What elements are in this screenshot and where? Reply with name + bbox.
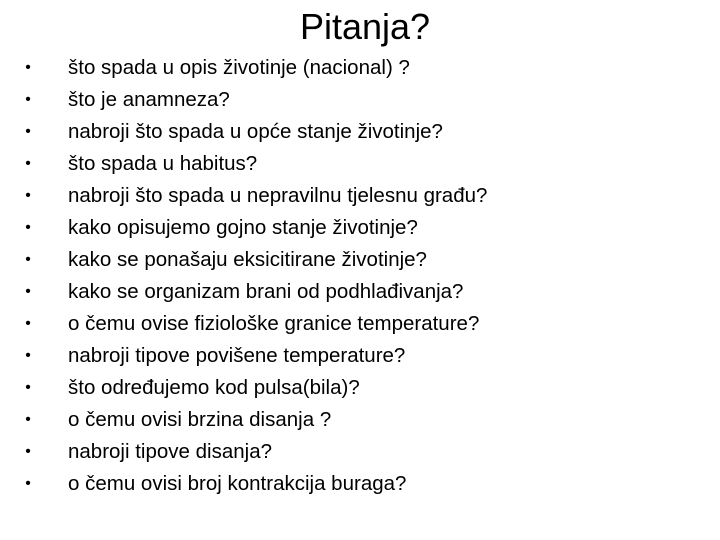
question-text: što određujemo kod pulsa(bila)? bbox=[68, 376, 360, 399]
question-text: nabroji što spada u opće stanje životinje? bbox=[68, 120, 443, 143]
question-text: o čemu ovisi brzina disanja ? bbox=[68, 408, 332, 431]
question-text: o čemu ovisi broj kontrakcija buraga? bbox=[68, 472, 407, 495]
question-text: što spada u habitus? bbox=[68, 152, 258, 175]
question-text: što je anamneza? bbox=[68, 88, 230, 111]
question-text: kako se organizam brani od podhlađivanja? bbox=[68, 280, 464, 303]
question-text: nabroji što spada u nepravilnu tjelesnu građu? bbox=[68, 184, 488, 207]
question-text: o čemu ovise fiziološke granice temperature? bbox=[68, 312, 480, 335]
question-text: što spada u opis životinje (nacional) ? bbox=[68, 56, 410, 79]
slide-title: Pitanja? bbox=[299, 6, 431, 47]
bullet-icon: • bbox=[25, 283, 31, 300]
bullet-icon: • bbox=[25, 219, 31, 236]
question-text: kako opisujemo gojno stanje životinje? bbox=[68, 216, 418, 239]
bullet-icon: • bbox=[25, 475, 31, 492]
bullet-icon: • bbox=[25, 251, 31, 268]
bullet-icon: • bbox=[25, 187, 31, 204]
bullet-icon: • bbox=[25, 443, 31, 460]
bullet-icon: • bbox=[25, 315, 31, 332]
bullet-icon: • bbox=[25, 123, 31, 140]
bullet-icon: • bbox=[25, 347, 31, 364]
question-text: nabroji tipove disanja? bbox=[68, 440, 272, 463]
bullet-icon: • bbox=[25, 91, 31, 108]
question-text: kako se ponašaju eksicitirane životinje? bbox=[68, 248, 427, 271]
bullet-icon: • bbox=[25, 155, 31, 172]
question-text: nabroji tipove povišene temperature? bbox=[68, 344, 406, 367]
bullet-icon: • bbox=[25, 59, 31, 76]
bullet-icon: • bbox=[25, 379, 31, 396]
bullet-icon: • bbox=[25, 411, 31, 428]
